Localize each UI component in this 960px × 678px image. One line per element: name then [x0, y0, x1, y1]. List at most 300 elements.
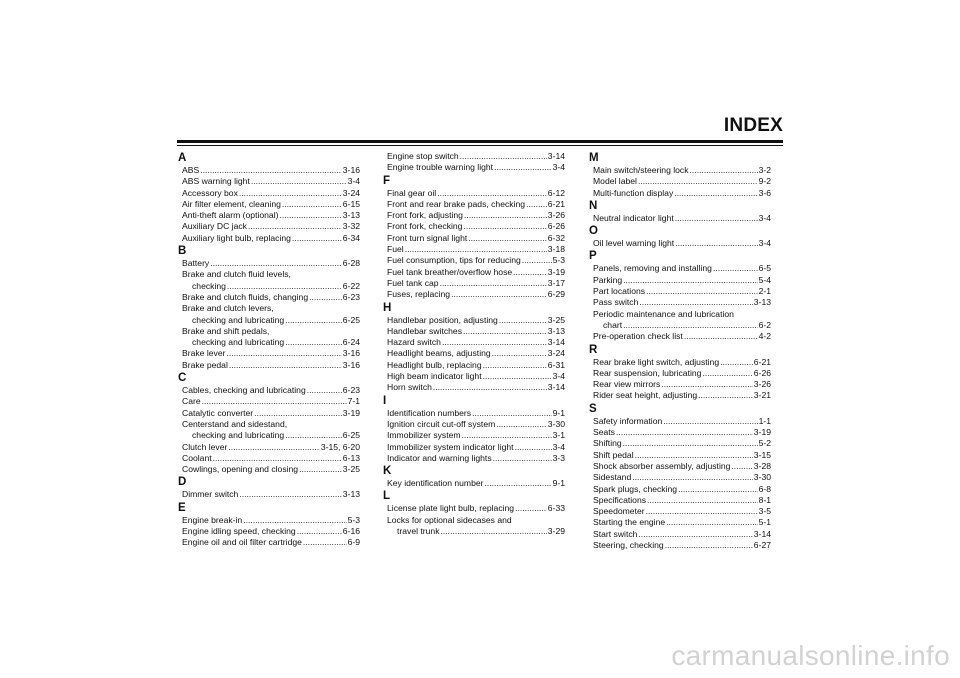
index-entry: [182, 315, 360, 326]
index-letter-heading: O: [589, 225, 598, 238]
index-entry: [182, 430, 360, 441]
entry-text: Parking: [593, 274, 623, 285]
entry-text: Horn switch: [387, 382, 432, 393]
index-entry: [593, 416, 771, 427]
dot-leader: [200, 165, 342, 176]
entry-page-ref: 6-31: [547, 359, 565, 370]
entry-page-ref: 3-13: [342, 210, 360, 221]
entry-text: Speedometer: [593, 506, 645, 517]
entry-text: Headlight beams, adjusting: [387, 348, 491, 359]
dot-leader: [638, 529, 752, 540]
dot-leader: [285, 430, 342, 441]
index-letter-heading: E: [178, 501, 186, 514]
entry-page-ref: 6-15: [342, 198, 360, 209]
index-entry: [182, 281, 360, 292]
dot-leader: [522, 255, 552, 266]
entry-page-ref: 3-17: [547, 277, 565, 288]
entry-text: Brake pedal: [182, 359, 228, 370]
entry-text: Fuses, replacing: [387, 289, 451, 300]
entry-page-ref: 3-14: [547, 337, 565, 348]
entry-page-ref: 3-19: [753, 427, 771, 438]
entry-page-ref: 6-28: [342, 258, 360, 269]
entry-text: Rear suspension, lubricating: [593, 367, 702, 378]
entry-text: ABS warning light: [182, 176, 250, 187]
entry-text: Part locations: [593, 286, 646, 297]
index-entry: [387, 278, 565, 289]
index-entry: [182, 408, 360, 419]
index-entry: [182, 199, 360, 210]
index-entry: [182, 360, 360, 371]
entry-text: Specifications: [593, 494, 647, 505]
dot-leader: [616, 427, 753, 438]
entry-page-ref: 3-18: [547, 244, 565, 255]
entry-text: Shock absorber assembly, adjusting: [593, 460, 731, 471]
dot-leader: [299, 464, 342, 475]
dot-leader: [647, 495, 758, 506]
entry-text: Pre-operation check list: [593, 331, 683, 342]
index-letter-heading: S: [589, 402, 597, 415]
entry-page-ref: 6-12: [547, 187, 565, 198]
entry-page-ref: 3-2: [758, 165, 771, 175]
entry-page-ref: 2-1: [758, 286, 771, 297]
index-letter-heading: D: [178, 476, 187, 489]
entry-text: Model label: [593, 176, 637, 187]
entry-page-ref: 3-4: [347, 176, 360, 187]
index-letter-heading: H: [383, 301, 392, 314]
title-rule-thin: [177, 145, 783, 146]
index-letter-heading: K: [383, 465, 392, 478]
dot-leader: [492, 348, 547, 359]
entry-text: Dimmer switch: [182, 489, 239, 500]
dot-leader: [698, 390, 753, 401]
entry-text: Battery: [182, 258, 210, 269]
index-entry: [182, 176, 360, 187]
entry-page-ref: 3-15, 6-20: [320, 441, 360, 452]
entry-text: Clutch lever: [182, 441, 228, 452]
dot-leader: [515, 442, 552, 453]
index-entry: [387, 360, 565, 371]
index-entry: [593, 165, 771, 176]
dot-leader: [623, 275, 757, 286]
index-entry: [387, 255, 565, 266]
dot-leader: [229, 360, 342, 371]
index-entry: [593, 495, 771, 506]
dot-leader: [623, 438, 758, 449]
index-entry: [387, 419, 565, 430]
index-letter-heading: I: [383, 394, 387, 407]
index-entry: [593, 450, 771, 461]
page-title: INDEX: [723, 115, 783, 136]
index-entry: [387, 371, 565, 382]
entry-text: Main switch/steering lock: [593, 165, 689, 175]
dot-leader: [638, 176, 758, 187]
entry-page-ref: 6-5: [758, 263, 771, 274]
dot-leader: [663, 416, 757, 427]
dot-leader: [646, 286, 758, 297]
entry-page-ref: 3-13: [342, 489, 360, 500]
index-entry: [182, 537, 360, 548]
index-entry: [387, 221, 565, 232]
entry-text: checking and lubricating: [192, 314, 285, 325]
index-letter-heading: R: [589, 343, 598, 356]
index-entry: [182, 210, 360, 221]
index-entry: [593, 472, 771, 483]
dot-leader: [702, 368, 752, 379]
index-entry: [182, 442, 360, 453]
dot-leader: [494, 162, 552, 173]
dot-leader: [678, 484, 758, 495]
index-entry: [182, 396, 360, 407]
entry-text: Auxiliary DC jack: [182, 221, 247, 232]
index-entry-continued: Brake and clutch fluid levels,: [182, 269, 291, 280]
entry-page-ref: 3-4: [552, 162, 565, 173]
index-entry: [182, 515, 360, 526]
index-entry: [593, 517, 771, 528]
index-entry: [593, 320, 771, 331]
entry-page-ref: 6-13: [342, 452, 360, 463]
entry-text: Auxiliary light bulb, replacing: [182, 232, 291, 243]
index-letter-heading: L: [383, 490, 391, 503]
index-entry: [182, 453, 360, 464]
entry-text: Final gear oil: [387, 187, 437, 198]
entry-page-ref: 3-24: [547, 348, 565, 359]
dot-leader: [243, 515, 346, 526]
entry-text: Engine idling speed, checking: [182, 526, 296, 537]
index-entry: [593, 297, 771, 308]
dot-leader: [307, 385, 342, 396]
index-entry: [593, 357, 771, 368]
entry-page-ref: 9-1: [552, 478, 565, 489]
dot-leader: [513, 267, 547, 278]
entry-text: Indicator and warning lights: [387, 452, 492, 463]
entry-text: Anti-theft alarm (optional): [182, 210, 279, 221]
index-entry: [593, 506, 771, 517]
entry-page-ref: 3-4: [552, 441, 565, 452]
entry-page-ref: 3-24: [342, 187, 360, 198]
index-entry: [593, 263, 771, 274]
dot-leader: [485, 478, 552, 489]
dot-leader: [297, 526, 342, 537]
index-entry: [387, 348, 565, 359]
dot-leader: [228, 442, 319, 453]
entry-text: Care: [182, 396, 201, 407]
dot-leader: [303, 537, 347, 548]
entry-page-ref: 4-2: [758, 331, 771, 342]
entry-text: Fuel consumption, tips for reducing: [387, 255, 521, 266]
entry-page-ref: 3-16: [342, 348, 360, 359]
index-entry: [182, 464, 360, 475]
dot-leader: [731, 461, 752, 472]
entry-page-ref: 5-3: [347, 514, 360, 525]
dot-leader: [285, 315, 342, 326]
index-entry: [182, 526, 360, 537]
index-entry: [387, 442, 565, 453]
index-entry-continued: Centerstand and sidestand,: [182, 418, 288, 429]
dot-leader: [665, 540, 753, 551]
entry-text: Multi-function display: [593, 187, 674, 198]
entry-text: Engine trouble warning light: [387, 162, 494, 173]
entry-text: Coolant: [182, 452, 212, 463]
index-letter-heading: A: [178, 152, 187, 164]
entry-page-ref: 6-22: [342, 280, 360, 291]
dot-leader: [483, 360, 547, 371]
index-letter-heading: B: [178, 245, 187, 258]
entry-text: Cables, checking and lubricating: [182, 385, 306, 396]
index-entry: [387, 315, 565, 326]
index-entry: [387, 162, 565, 173]
entry-text: Neutral indicator light: [593, 212, 674, 223]
entry-page-ref: 3-25: [342, 464, 360, 475]
entry-page-ref: 6-32: [547, 232, 565, 243]
dot-leader: [433, 382, 547, 393]
entry-text: Oil level warning light: [593, 238, 675, 249]
entry-text: Safety information: [593, 415, 663, 426]
index-entry: [593, 390, 771, 401]
dot-leader: [675, 213, 758, 224]
index-entry: [387, 337, 565, 348]
index-entry: [593, 540, 771, 551]
dot-leader: [483, 371, 552, 382]
index-entry: [593, 176, 771, 187]
dot-leader: [515, 503, 547, 514]
entry-text: Seats: [593, 427, 615, 438]
dot-leader: [690, 165, 758, 176]
entry-page-ref: 3-6: [758, 187, 771, 198]
entry-page-ref: 3-30: [753, 472, 771, 483]
entry-page-ref: 3-14: [753, 528, 771, 539]
index-entry: [387, 267, 565, 278]
index-entry: [593, 331, 771, 342]
index-letter-heading: F: [383, 174, 391, 187]
entry-text: Engine oil and oil filter cartridge: [182, 537, 302, 548]
entry-page-ref: 3-19: [342, 407, 360, 418]
entry-page-ref: 3-26: [547, 210, 565, 221]
dot-leader: [462, 430, 552, 441]
entry-page-ref: 7-1: [347, 396, 360, 407]
index-entry: [182, 258, 360, 269]
index-letter-heading: C: [178, 372, 187, 385]
dot-leader: [227, 281, 342, 292]
dot-leader: [646, 506, 758, 517]
dot-leader: [463, 221, 546, 232]
index-entry: [593, 438, 771, 449]
index-entry: [387, 503, 565, 514]
entry-text: Headlight bulb, replacing: [387, 359, 482, 370]
entry-page-ref: 3-32: [342, 221, 360, 232]
entry-page-ref: 3-21: [753, 390, 771, 401]
entry-page-ref: 6-29: [547, 289, 565, 300]
index-entry: [182, 221, 360, 232]
entry-page-ref: 6-23: [342, 385, 360, 396]
entry-page-ref: 3-28: [753, 460, 771, 471]
index-column-3: [589, 151, 771, 551]
dot-leader: [472, 408, 552, 419]
dot-leader: [285, 337, 342, 348]
dot-leader: [468, 233, 547, 244]
entry-page-ref: 3-1: [552, 430, 565, 441]
dot-leader: [437, 188, 547, 199]
entry-page-ref: 3-16: [342, 359, 360, 370]
entry-text: Ignition circuit cut-off system: [387, 418, 496, 429]
dot-leader: [213, 453, 342, 464]
index-entry: [593, 529, 771, 540]
entry-text: Spark plugs, checking: [593, 483, 678, 494]
dot-leader: [202, 396, 347, 407]
dot-leader: [713, 263, 758, 274]
dot-leader: [279, 210, 341, 221]
dot-leader: [639, 297, 752, 308]
entry-page-ref: 6-9: [347, 537, 360, 548]
entry-page-ref: 9-2: [758, 176, 771, 187]
dot-leader: [666, 517, 757, 528]
dot-leader: [239, 489, 341, 500]
entry-text: Shifting: [593, 438, 622, 449]
entry-page-ref: 3-14: [547, 382, 565, 393]
entry-page-ref: 3-30: [547, 418, 565, 429]
entry-text: High beam indicator light: [387, 371, 482, 382]
entry-text: Catalytic converter: [182, 407, 254, 418]
dot-leader: [675, 238, 757, 249]
index-entry: [593, 379, 771, 390]
index-column-1: [178, 151, 360, 549]
entry-text: Pass switch: [593, 297, 639, 308]
entry-page-ref: 3-13: [753, 297, 771, 308]
entry-page-ref: 3-14: [547, 151, 565, 161]
index-entry: [593, 238, 771, 249]
entry-page-ref: 6-25: [342, 430, 360, 441]
dot-leader: [441, 526, 547, 537]
entry-page-ref: 6-33: [547, 503, 565, 514]
index-entry: [387, 408, 565, 419]
dot-leader: [661, 379, 752, 390]
index-entry: [182, 233, 360, 244]
entry-page-ref: 1-1: [758, 415, 771, 426]
entry-page-ref: 5-2: [758, 438, 771, 449]
entry-text: Engine break-in: [182, 514, 243, 525]
entry-text: Front turn signal light: [387, 232, 468, 243]
entry-text: Handlebar position, adjusting: [387, 314, 498, 325]
index-entry-continued: Periodic maintenance and lubrication: [593, 308, 734, 319]
entry-text: Brake and clutch fluids, changing: [182, 291, 309, 302]
dot-leader: [526, 199, 547, 210]
entry-text: Rear view mirrors: [593, 379, 661, 390]
dot-leader: [460, 151, 547, 162]
index-entry: [593, 275, 771, 286]
dot-leader: [496, 419, 547, 430]
entry-text: Fuel tank cap: [387, 277, 439, 288]
entry-text: Start switch: [593, 528, 638, 539]
index-entry: [593, 286, 771, 297]
entry-text: Handlebar switches: [387, 325, 462, 336]
entry-text: Front fork, checking: [387, 221, 463, 232]
index-entry-continued: Brake and shift pedals,: [182, 325, 270, 336]
index-entry: [387, 453, 565, 464]
entry-text: Air filter element, cleaning: [182, 198, 281, 209]
entry-text: License plate light bulb, replacing: [387, 503, 515, 514]
dot-leader: [226, 348, 341, 359]
entry-page-ref: 6-26: [547, 221, 565, 232]
entry-page-ref: 3-4: [758, 238, 771, 249]
entry-text: Accessory box: [182, 187, 238, 198]
index-letter-heading: M: [589, 152, 599, 164]
entry-page-ref: 6-26: [753, 367, 771, 378]
entry-text: Sidestand: [593, 472, 632, 483]
index-entry: [182, 165, 360, 176]
index-entry: [182, 292, 360, 303]
entry-page-ref: 3-26: [753, 379, 771, 390]
dot-leader: [440, 278, 547, 289]
dot-leader: [635, 450, 753, 461]
entry-page-ref: 3-25: [547, 314, 565, 325]
entry-text: Front fork, adjusting: [387, 210, 463, 221]
dot-leader: [405, 244, 547, 255]
entry-page-ref: 3-16: [342, 165, 360, 175]
entry-page-ref: 3-4: [758, 212, 771, 223]
dot-leader: [309, 292, 342, 303]
entry-text: Hazard switch: [387, 337, 441, 348]
entry-page-ref: 3-5: [758, 506, 771, 517]
dot-leader: [499, 315, 547, 326]
index-entry: [387, 188, 565, 199]
dot-leader: [248, 221, 342, 232]
entry-page-ref: 3-13: [547, 325, 565, 336]
entry-page-ref: 3-15: [753, 449, 771, 460]
dot-leader: [254, 408, 342, 419]
index-entry: [593, 188, 771, 199]
entry-text: Starting the engine: [593, 517, 666, 528]
dot-leader: [251, 176, 347, 187]
entry-text: travel trunk: [397, 526, 440, 537]
index-entry: [182, 337, 360, 348]
entry-text: Panels, removing and installing: [593, 263, 712, 274]
index-entry: [182, 348, 360, 359]
dot-leader: [684, 331, 758, 342]
entry-page-ref: 5-4: [758, 274, 771, 285]
entry-page-ref: 9-1: [552, 407, 565, 418]
dot-leader: [463, 326, 547, 337]
index-entry: [387, 210, 565, 221]
entry-text: Engine stop switch: [387, 151, 459, 161]
dot-leader: [464, 210, 547, 221]
index-entry: [387, 199, 565, 210]
entry-page-ref: 6-8: [758, 483, 771, 494]
index-entry: [593, 427, 771, 438]
entry-text: ABS: [182, 165, 200, 175]
entry-text: checking and lubricating: [192, 430, 285, 441]
entry-page-ref: 6-16: [342, 526, 360, 537]
entry-text: Immobilizer system: [387, 430, 461, 441]
index-entry: [387, 526, 565, 537]
index-entry: [182, 489, 360, 500]
index-entry: [387, 326, 565, 337]
index-entry: [593, 368, 771, 379]
dot-leader: [442, 337, 547, 348]
dot-leader: [210, 258, 342, 269]
entry-text: chart: [603, 319, 623, 330]
entry-text: Fuel: [387, 244, 404, 255]
dot-leader: [720, 357, 753, 368]
entry-page-ref: 6-34: [342, 232, 360, 243]
entry-text: checking and lubricating: [192, 337, 285, 348]
index-entry: [387, 289, 565, 300]
index-entry-continued: Brake and clutch levers,: [182, 303, 274, 314]
entry-page-ref: 3-4: [552, 371, 565, 382]
entry-page-ref: 6-21: [547, 198, 565, 209]
entry-text: Brake lever: [182, 348, 226, 359]
index-entry: [387, 151, 565, 162]
entry-text: Shift pedal: [593, 449, 634, 460]
dot-leader: [239, 188, 342, 199]
